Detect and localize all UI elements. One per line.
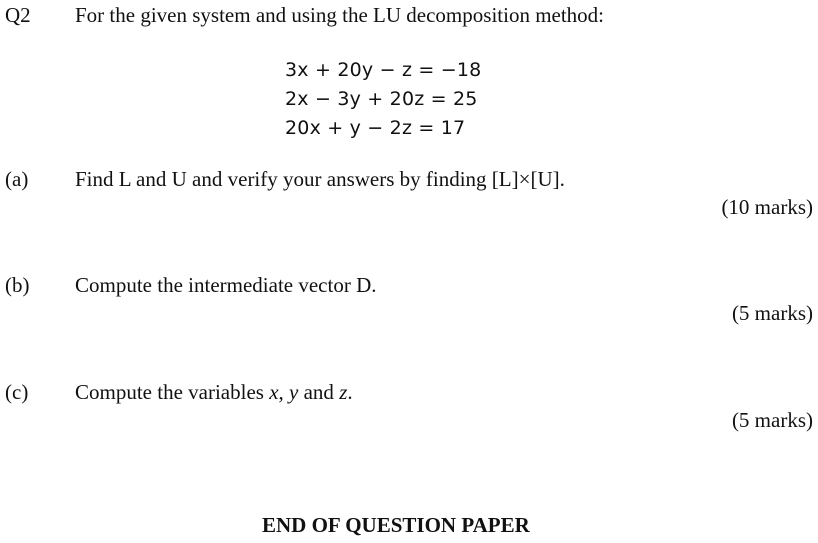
- part-c-text: [75, 380, 353, 405]
- var-x: x: [269, 380, 279, 404]
- part-c-marks: (5 marks): [731, 408, 813, 432]
- part-a-label: (a): [5, 167, 29, 191]
- var-z: z: [339, 380, 348, 404]
- part-c-end: .: [347, 380, 353, 404]
- equation-3: 20x + y − 2z = 17: [285, 117, 466, 139]
- part-c-sep-2: and: [298, 380, 340, 404]
- part-b-text: Compute the intermediate vector D.: [75, 273, 377, 297]
- part-a-marks: (10 marks): [721, 195, 813, 219]
- question-intro: For the given system and using the LU decomposition method:: [75, 3, 605, 27]
- var-y: y: [289, 380, 299, 404]
- part-c-label: (c): [5, 380, 29, 404]
- end-of-paper: END OF QUESTION PAPER: [262, 513, 530, 537]
- question-number: Q2: [5, 3, 31, 27]
- part-c-text-before: Compute the variables: [75, 380, 270, 404]
- part-c-sep-1: ,: [278, 380, 290, 404]
- part-a-text: Find L and U and verify your answers by finding [L]×[U].: [75, 167, 565, 191]
- equation-2: 2x − 3y + 20z = 25: [285, 88, 478, 110]
- part-b-label: (b): [5, 273, 30, 297]
- part-b-marks: (5 marks): [731, 301, 813, 325]
- equation-1: 3x + 20y − z = −18: [285, 59, 482, 81]
